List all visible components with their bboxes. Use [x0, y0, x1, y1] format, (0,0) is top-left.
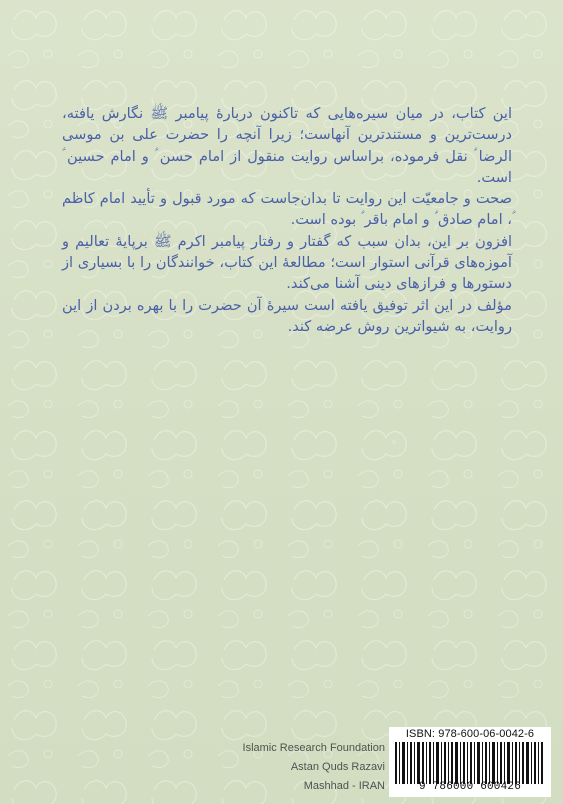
- barcode-graphic: [393, 742, 547, 784]
- paragraph-3: افزون بر این، بدان سبب که گفتار و رفتار پیامبر اکرم ﷺ برپایهٔ تعالیم و آموزه‌های قرآنی استوار است؛ مطالعهٔ این کتاب، خوانندگان را با بسیاری از دستورها و فرازهای دینی آشنا می‌کند.: [62, 232, 512, 293]
- publisher-name: Islamic Research Foundation: [242, 742, 385, 754]
- paragraph-1: این کتاب، در میان سیره‌هایی که تاکنون دربارهٔ پیامبر ﷺ نگارش یافته، درست‌ترین و مستندترین آنهاست؛ زیرا آنچه را حضرت علی بن موسی الرضا ؑ نقل فرموده، براساس روایت منقول از امام حسن ؑ و امام حسین ؑ است.: [62, 105, 512, 186]
- isbn-barcode-box: [389, 727, 551, 797]
- paragraph-4: مؤلف در این اثر توفیق یافته است سیرهٔ آن حضرت را با بهره بردن از این روایت، به شیواترین روش عرضه کند.: [62, 296, 512, 335]
- barcode-digits: 9 786000 600426: [418, 781, 522, 793]
- publisher-organization: Astan Quds Razavi: [290, 761, 385, 773]
- publisher-city: Mashhad - IRAN: [303, 780, 385, 792]
- paragraph-2: صحت و جامعیّت این روایت تا بدان‌جاست که مورد قبول و تأیید امام کاظم ؑ، امام صادق ؑ و امام باقر ؑ بوده است.: [62, 190, 512, 229]
- publisher-block: [217, 739, 385, 796]
- description-text: [62, 103, 512, 337]
- isbn-label: ISBN: 978-600-06-0042-6: [405, 728, 535, 740]
